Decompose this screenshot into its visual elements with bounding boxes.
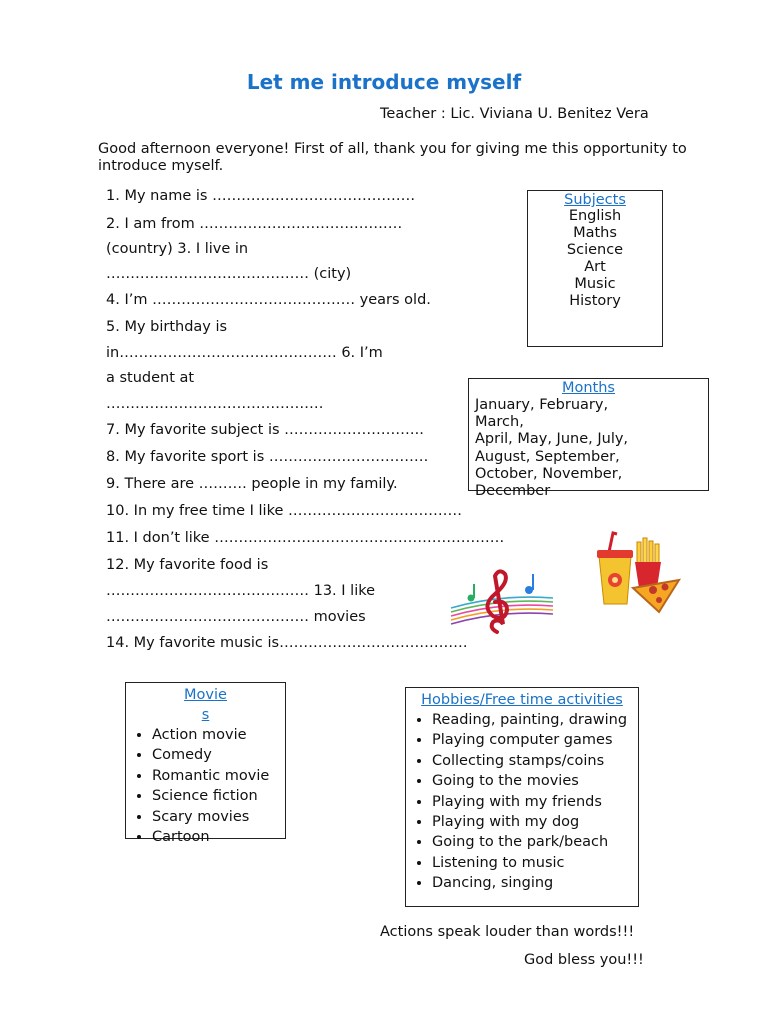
months-line: January, February,: [475, 397, 609, 413]
subjects-title: Subjects: [564, 192, 626, 208]
question-line: …………………………………… movies: [106, 609, 366, 625]
movies-title-line1: Movie: [184, 687, 227, 703]
months-line: August, September,: [475, 448, 620, 465]
hobby-item: • Playing with my friends: [432, 792, 638, 812]
teacher-name: Teacher : Lic. Viviana U. Benitez Vera: [380, 106, 649, 122]
movie-item: • Action movie: [152, 725, 285, 745]
months-line: December: [475, 483, 551, 500]
movies-box: [125, 682, 286, 846]
movie-item: • Cartoon: [152, 827, 285, 847]
movie-item: • Romantic movie: [152, 766, 285, 786]
question-line: 11. I don’t like ……………………………………………………: [106, 530, 505, 546]
question-line: 5. My birthday is: [106, 319, 228, 335]
question-line: 14. My favorite music is…………………………………: [106, 635, 468, 651]
question-line: 8. My favorite sport is ……………………………: [106, 449, 429, 465]
question-line: …………………………………… (city): [106, 266, 352, 282]
subject-item: Science: [566, 242, 624, 258]
movie-item: • Comedy: [152, 745, 285, 765]
question-line: …………………………………… 13. I like: [106, 583, 376, 599]
hobbies-box: [405, 687, 639, 907]
subject-item: Music: [574, 276, 616, 292]
movies-list: [126, 725, 285, 847]
months-line: March,: [475, 414, 524, 431]
hobby-item: • Dancing, singing: [432, 873, 638, 893]
movies-title: [126, 685, 285, 725]
footer-blessing: God bless you!!!: [524, 952, 644, 968]
hobby-item: • Playing computer games: [432, 730, 638, 750]
hobby-item: • Playing with my dog: [432, 812, 638, 832]
question-line: 10. In my free time I like ………………………………: [106, 503, 462, 519]
hobby-item: • Reading, painting, drawing: [432, 710, 638, 730]
movie-item: • Scary movies: [152, 807, 285, 827]
hobby-item: • Going to the movies: [432, 771, 638, 791]
question-line: (country) 3. I live in: [106, 241, 249, 257]
question-line: 12. My favorite food is: [106, 557, 269, 573]
question-line: a student at: [106, 370, 195, 386]
question-line: 2. I am from ……………………………………: [106, 216, 403, 232]
subject-item: Maths: [573, 225, 617, 241]
subjects-list: [528, 208, 662, 310]
months-line: April, May, June, July,: [475, 431, 629, 448]
movies-title-line2: s: [201, 707, 210, 723]
movie-item: • Science fiction: [152, 786, 285, 806]
months-line: October, November,: [475, 465, 623, 482]
subjects-box: [527, 190, 663, 347]
intro-paragraph: Good afternoon everyone! First of all, thank you for giving me this opportunity to introduce myself.: [98, 141, 687, 174]
months-list: [469, 397, 708, 500]
hobbies-list: [406, 710, 638, 894]
months-box: [468, 378, 709, 500]
subject-item: English: [568, 208, 622, 224]
question-line: ………………………………………: [106, 396, 324, 412]
treble-clef-icon: [449, 568, 555, 638]
hobby-item: • Collecting stamps/coins: [432, 751, 638, 771]
question-line: 4. I’m …………………………………… years old.: [106, 292, 431, 308]
question-line: 9. There are ………. people in my family.: [106, 476, 398, 492]
subject-item: History: [569, 293, 621, 309]
question-line: 7. My favorite subject is ………………………..: [106, 422, 424, 438]
hobby-item: • Going to the park/beach: [432, 832, 638, 852]
question-line: in……………………………………… 6. I’m: [106, 345, 383, 361]
footer-quote: Actions speak louder than words!!!: [380, 924, 635, 940]
fast-food-icon: [597, 532, 683, 612]
hobby-item: • Listening to music: [432, 853, 638, 873]
months-title: Months: [561, 380, 615, 396]
subject-item: Art: [584, 259, 606, 275]
page-title: Let me introduce myself: [246, 70, 522, 94]
hobbies-title: Hobbies/Free time activities: [421, 692, 623, 708]
question-line: 1. My name is ……………………………………: [106, 188, 416, 204]
